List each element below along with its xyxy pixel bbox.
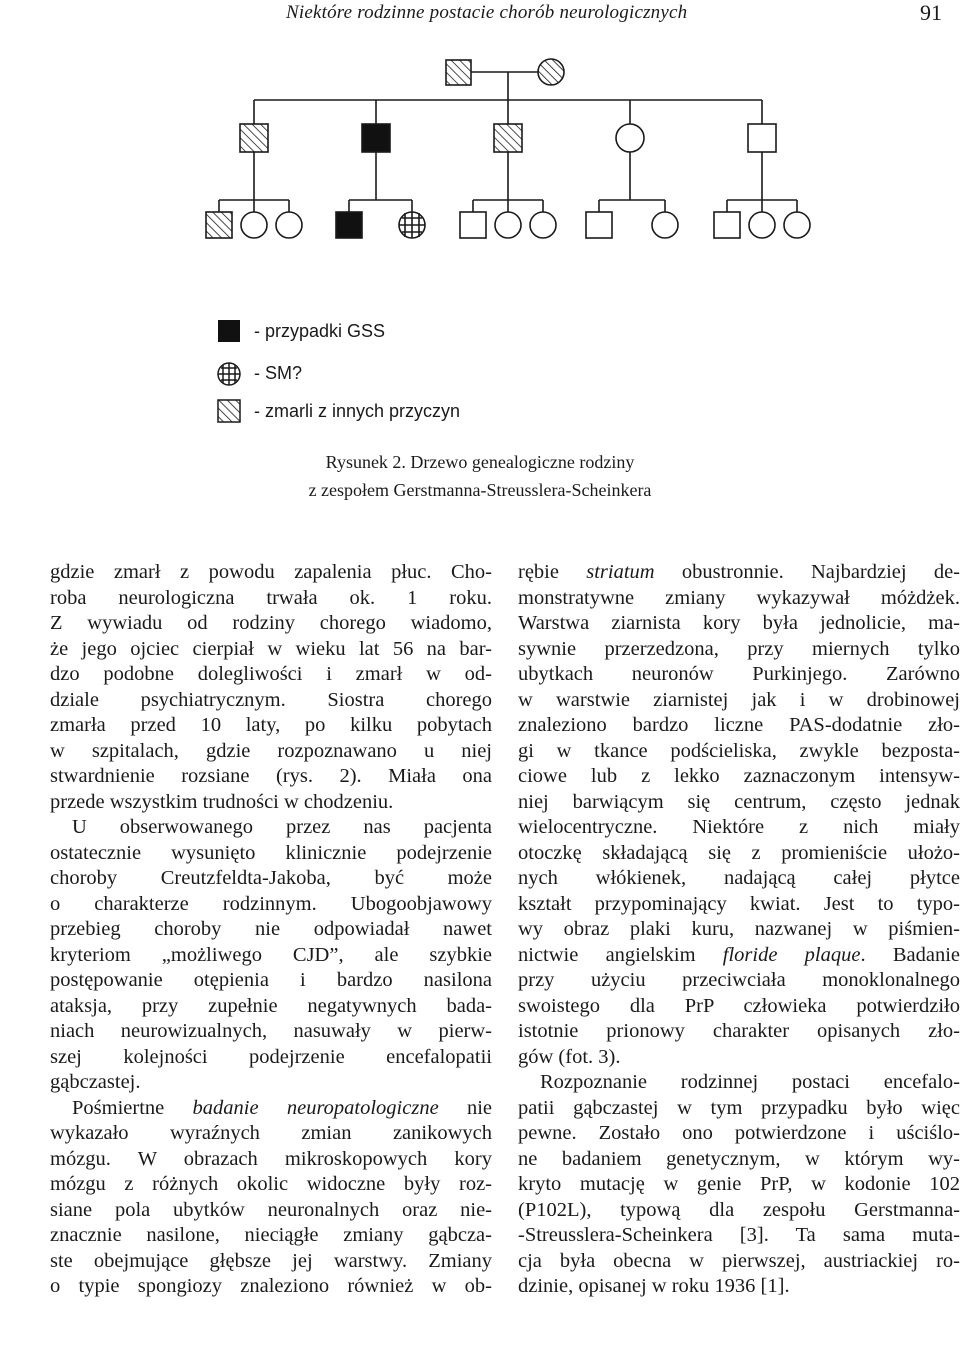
gen3-circle: [652, 212, 678, 238]
text-run: nictwie angielskim: [518, 943, 723, 966]
text-line: mózgu z różnych okolic widoczne były roz-: [50, 1173, 492, 1195]
gen3-circle: [276, 212, 302, 238]
text-line: przy użyciu przeciwciała monoklonalnego: [518, 969, 960, 991]
text-line: otoczkę składającą się z promieniście ułożo-: [518, 841, 960, 864]
page-number: 91: [920, 0, 942, 25]
text-line: Warstwa ziarnista kory była jednolicie, ma-: [518, 612, 960, 634]
text-line: ciowe lub z lekko zaznaczonym intensyw-: [518, 765, 960, 787]
hatched-square-icon: [216, 398, 246, 426]
text-line: przede wszystkim trudności w chodzeniu.: [50, 790, 394, 813]
text-line: pewne. Zostało ono potwierdzone i uściślo-: [518, 1122, 960, 1144]
text-line: monstratywne zmiany wykazywał móżdżek.: [518, 586, 960, 609]
text-line: przebieg choroby nie odpowiadał nawet: [50, 918, 492, 940]
gen3-hatched-square: [206, 212, 232, 238]
text-line: mózgu. W obrazach mikroskopowych kory: [50, 1147, 492, 1170]
text-line: wielocentryczne. Niektóre z nich miały: [518, 816, 960, 838]
text-line: dziale psychiatrycznym. Siostra chorego: [50, 688, 492, 711]
gen3-affected-square: [336, 212, 362, 238]
running-header: [0, 0, 960, 40]
text-line: [518, 943, 960, 969]
gen2-hatched-square-1: [240, 124, 268, 152]
text-line: stwardnienie rozsiane (rys. 2). Miała ona: [50, 765, 492, 787]
caption-line: Rysunek 2. Drzewo genealogiczne rodziny: [325, 452, 635, 472]
text-run: . Badanie: [860, 943, 960, 966]
italic-term: striatum: [586, 561, 655, 583]
text-line: kształt przypominający kwiat. Jest to typo-: [518, 892, 960, 915]
text-line: Rozpoznanie rodzinnej postaci encefalo-: [540, 1071, 960, 1093]
text-line: [50, 1096, 492, 1122]
text-line: zmarła przed 10 laty, po kilku pobytach: [50, 714, 492, 736]
text-run: nie: [438, 1096, 493, 1119]
gen3-circle: [530, 212, 556, 238]
legend-label: - przypadki GSS: [254, 321, 386, 341]
text-line: [518, 560, 960, 586]
legend-item-gss: [216, 318, 616, 348]
text-line: -Streusslera-Scheinkera [3]. Ta sama muta-: [518, 1224, 960, 1246]
text-line: U obserwowanego przez nas pacjenta: [72, 816, 492, 838]
text-line: istotnie prionowy charakter opisanych zło-: [518, 1020, 960, 1042]
caption-line: z zespołem Gerstmanna-Streusslera-Scheinkera: [308, 480, 652, 500]
text-line: wykazało wyraźnych zmian zanikowych: [50, 1122, 492, 1144]
text-line: patii gąbczastej w tym przypadku było więc: [518, 1096, 960, 1119]
pedigree-chart: [0, 40, 960, 290]
text-line: kryteriom „możliwego CJD”, ale szybkie: [50, 943, 492, 966]
text-line: choroby Creutzfeldta-Jakoba, być może: [50, 867, 492, 889]
text-line: wy obraz plaki kuru, nazwanej w piśmien-: [518, 918, 960, 940]
gen3-square: [460, 212, 486, 238]
text-line: roba neurologiczna trwała ok. 1 roku.: [50, 586, 492, 609]
text-line: (P102L), typową dla zespołu Gerstmanna-: [518, 1198, 960, 1221]
text-line: ostatecznie wysunięto klinicznie podejrzenie: [50, 841, 492, 864]
text-line: ne badaniem genetycznym, w którym wy-: [518, 1147, 960, 1170]
text-line: ste obejmujące głębsze jej warstwy. Zmiany: [50, 1249, 492, 1272]
text-line: siane pola ubytków neuronalnych oraz nie-: [50, 1198, 492, 1221]
filled-square-icon: [216, 318, 246, 346]
text-line: szej kolejności podejrzenie encefalopatii: [50, 1045, 492, 1068]
gen3-square: [714, 212, 740, 238]
text-line: postępowanie otępienia i bardzo nasilona: [50, 969, 492, 991]
text-line: cja była obecna w pierwszej, austriackiej ro-: [518, 1249, 960, 1272]
text-line: w szpitalach, gdzie rozpoznawano u niej: [50, 739, 492, 762]
gen2-square: [748, 124, 776, 152]
gen2-circle: [616, 124, 644, 152]
text-line: sywnie przerzedzona, przy miernych tylko: [518, 637, 960, 660]
left-column: [50, 560, 492, 1300]
text-line: Z wywiadu od rodziny chorego wiadomo,: [50, 612, 492, 634]
gen2-affected-square: [362, 124, 390, 152]
legend-item-other: [216, 398, 616, 428]
text-line: gąbczastej.: [50, 1071, 141, 1093]
text-line: gów (fot. 3).: [518, 1045, 621, 1068]
running-title: Niektóre rodzinne postacie chorób neurologicznych: [286, 2, 688, 23]
gen3-circle: [784, 212, 810, 238]
text-line: w warstwie ziarnistej jak i w drobinowej: [518, 688, 960, 711]
gen1-father-hatched-square: [446, 60, 471, 85]
gen3-circle: [495, 212, 521, 238]
text-run: Pośmiertne: [72, 1096, 193, 1119]
italic-term: badanie neuropatologiczne: [192, 1096, 439, 1119]
text-line: nych włókienek, nadającą całej płytce: [518, 867, 960, 889]
right-column: [518, 560, 960, 1300]
text-run: rębie: [518, 561, 587, 583]
italic-term: floride plaque: [722, 943, 861, 966]
text-line: ataksja, przy zupełnie negatywnych bada-: [50, 994, 492, 1017]
text-line: dzinie, opisanej w roku 1936 [1].: [518, 1275, 790, 1297]
gen3-circle: [241, 212, 267, 238]
text-line: ubytkach neuronów Purkinjego. Zarówno: [518, 663, 960, 685]
figure-caption: [200, 448, 760, 504]
gen3-square: [586, 212, 612, 238]
legend-label: - SM?: [254, 363, 303, 383]
gen3-circle: [749, 212, 775, 238]
text-run: obustronnie. Najbardziej de-: [654, 561, 960, 583]
gen2-hatched-square-2: [494, 124, 522, 152]
gen1-mother-hatched-circle: [538, 59, 564, 85]
legend-label: - zmarli z innych przyczyn: [254, 401, 461, 421]
text-line: o typie spongiozy znaleziono również w ob-: [50, 1275, 492, 1297]
text-line: swoistego dla PrP człowieka potwierdziło: [518, 994, 960, 1017]
text-line: niach neurowizualnych, nasuwały w pierw-: [50, 1020, 492, 1042]
text-line: gdzie zmarł z powodu zapalenia płuc. Cho-: [50, 561, 492, 583]
text-line: o charakterze rodzinnym. Ubogoobjawowy: [50, 892, 492, 915]
text-line: niej barwiącym się centrum, często jednak: [518, 790, 960, 813]
text-line: gi w tkance podścieliska, zwykle bezposta-: [518, 739, 960, 762]
legend-item-sm: [216, 360, 616, 390]
text-line: dzo podobne dolegliwości i zmarł w od-: [50, 663, 492, 685]
text-line: znaleziono bardzo liczne PAS-dodatnie zło-: [518, 714, 960, 736]
text-line: że jego ojciec cierpiał w wieku lat 56 na bar-: [50, 637, 492, 660]
text-line: znacznie nasilone, nieciągłe zmiany gąbcza-: [50, 1224, 492, 1246]
text-line: kryto mutację w genie PrP, w kodonie 102: [518, 1173, 960, 1195]
cross-circle-icon: [216, 360, 246, 388]
